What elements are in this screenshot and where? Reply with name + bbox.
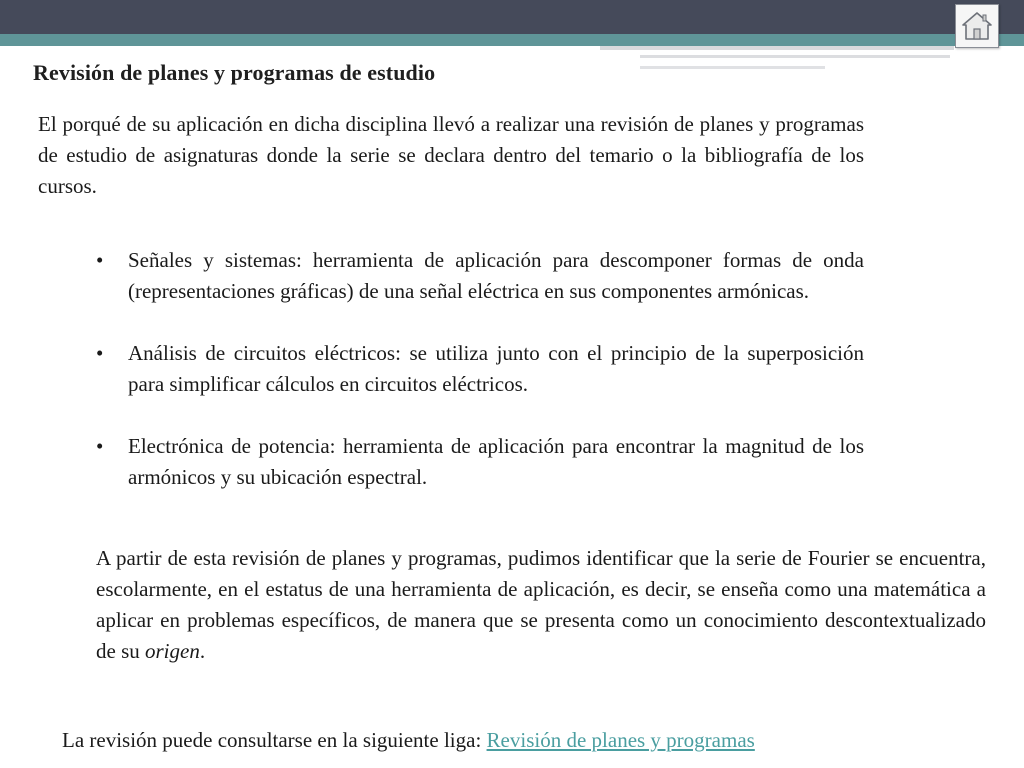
bullet-text: Electrónica de potencia: herramienta de aplicación para encontrar la magnitud de los armónicos y su ubicación espectral. <box>128 434 864 489</box>
review-link[interactable]: Revisión de planes y programas <box>486 728 755 752</box>
header-bar <box>0 0 1024 34</box>
bullet-list <box>96 245 864 493</box>
intro-paragraph: El porqué de su aplicación en dicha disciplina llevó a realizar una revisión de planes y programas de estudio de asignaturas donde la serie se declara dentro del temario o la bibliografía de los cursos. <box>38 112 864 198</box>
bullet-icon: • <box>96 434 104 458</box>
bullet-text: Análisis de circuitos eléctricos: se utiliza junto con el principio de la superposición para simplificar cálculos en circuitos eléctricos. <box>128 341 864 396</box>
decorative-line <box>640 55 950 58</box>
list-item <box>96 245 864 307</box>
list-item <box>96 338 864 400</box>
list-item <box>96 431 864 493</box>
decorative-line <box>600 46 954 50</box>
home-icon <box>960 10 994 42</box>
link-prefix: La revisión puede consultarse en la siguiente liga: <box>62 728 487 752</box>
conclusion-paragraph <box>96 543 986 667</box>
conclusion-text: A partir de esta revisión de planes y programas, pudimos identificar que la serie de Fourier se encuentra, escolarmente, en el estatus de una herramienta de aplicación, es decir, se enseña como una matemática a aplicar en problemas específicos, de manera que se presenta como un conocimiento descontextualizado de su <box>96 546 986 663</box>
conclusion-emphasis: origen <box>145 639 200 663</box>
home-button[interactable] <box>955 4 999 48</box>
slide-title: Revisión de planes y programas de estudio <box>33 60 436 85</box>
bullet-icon: • <box>96 341 104 365</box>
bullet-icon: • <box>96 248 104 272</box>
conclusion-end: . <box>199 639 206 663</box>
link-paragraph <box>62 725 988 756</box>
header-accent-bar <box>0 34 1024 46</box>
bullet-text: Señales y sistemas: herramienta de aplicación para descomponer formas de onda (representaciones gráficas) de una señal eléctrica en sus componentes armónicas. <box>128 248 864 303</box>
decorative-line <box>640 66 825 69</box>
